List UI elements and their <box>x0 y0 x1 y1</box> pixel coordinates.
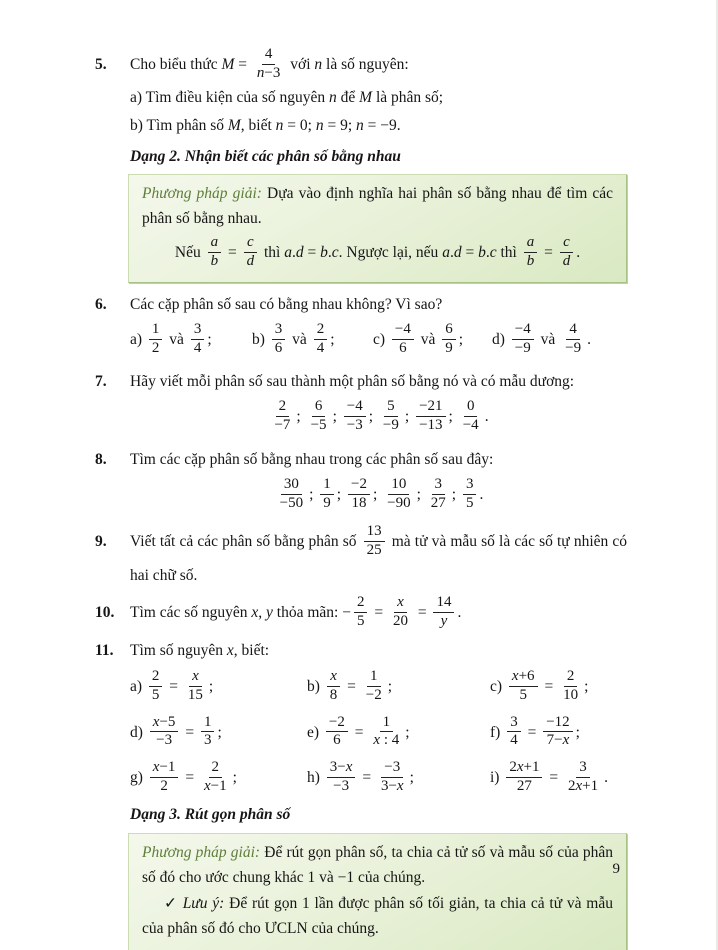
exercise-11-parts <box>130 668 627 797</box>
exercise-6-intro: Các cặp phân số sau có bằng nhau không? Vì sao? <box>130 295 443 313</box>
fraction: $\frac{4}{-9}$ <box>565 320 582 356</box>
exercise-5-body <box>130 46 627 139</box>
fraction: $\frac{3}{4}$ <box>191 321 205 357</box>
exercise-11-part-c: c) $\frac{x+6}{5}$ = $\frac{2}{10}$ ; <box>490 668 589 704</box>
fraction: $\frac{2}{4}$ <box>314 321 328 357</box>
fraction: $\frac{2}{10}$ <box>563 668 579 704</box>
section-2-method-lead: Phương pháp giải: <box>142 184 262 202</box>
fraction: $\frac{x}{15}$ <box>187 668 203 704</box>
exercise-11-number: 11. <box>95 642 114 660</box>
fraction: $\frac{-4}{-3}$ <box>344 398 366 434</box>
fraction: $\frac{3-x}{-3}$ <box>327 759 356 795</box>
fraction: $\frac{2}{-7}$ <box>274 398 291 434</box>
exercise-11-part-e: e) $\frac{-2}{6}$ = $\frac{1}{x : 4}$ ; <box>307 713 410 749</box>
exercise-10-text: Tìm các số nguyên x, y thỏa mãn: − $\frac{2}{5}$ = $\frac{x}{20}$ = $\frac{14}{y}$ . <box>130 593 462 629</box>
section-3-method-lead: Phương pháp giải: <box>142 843 261 861</box>
exercise-5-part-b: b) Tìm phân số M, biết n = 0; n = 9; n = −9. <box>130 116 401 134</box>
section-3-heading: Dạng 3. Rút gọn phân số <box>130 806 291 824</box>
fraction: $\frac{3}{4}$ <box>507 714 521 750</box>
section-3-method-box <box>128 833 627 950</box>
fraction: $\frac{3}{2x+1}$ <box>567 759 599 794</box>
exercise-6-option-c: c) $\frac{-4}{6}$ và $\frac{6}{9}$ ; <box>373 320 464 356</box>
section-2-heading: Dạng 2. Nhận biết các phân số bằng nhau <box>130 147 401 165</box>
exercise-6 <box>95 291 627 364</box>
fraction: $\frac{13}{25}$ <box>364 523 385 559</box>
fraction: $\frac{6}{9}$ <box>442 321 456 357</box>
fraction: $\frac{a}{b}$ <box>208 234 222 270</box>
exercise-6-option-b: b) $\frac{3}{6}$ và $\frac{2}{4}$ ; <box>252 320 335 356</box>
fraction: $\frac{1}{x : 4}$ <box>373 713 400 749</box>
exercise-5-intro: Cho biểu thức M = $\frac{4}{n-3}$ với n là số nguyên: <box>130 46 409 81</box>
exercise-8-number: 8. <box>95 450 107 468</box>
fraction: $\frac{0}{-4}$ <box>462 398 479 434</box>
exercise-11-part-h: h) $\frac{3-x}{-3}$ = $\frac{-3}{3-x}$ ; <box>307 759 414 794</box>
exercise-7-fractions: $\frac{2}{-7}$ ; $\frac{6}{-5}$ ; $\frac{-4}{-3}$ ; $\frac{5}{-9}$ ; $\frac{-21}{-13}$ ; $\frac{0}{-4}$ . <box>130 398 627 436</box>
exercise-11-part-b: b) $\frac{x}{8}$ = $\frac{1}{-2}$ ; <box>307 668 393 704</box>
exercise-11-body <box>130 637 627 797</box>
exercise-9 <box>95 523 627 589</box>
fraction: $\frac{2}{5}$ <box>354 594 368 630</box>
section-2-method-paragraph <box>142 182 613 232</box>
section-3-method-note: ✓ Lưu ý: Để rút gọn 1 lần được phân số tối giản, ta chia cả tử và mẫu của phân số đó cho ƯCLN của chúng. <box>142 895 613 938</box>
exercise-11-part-a: a) $\frac{2}{5}$ = $\frac{x}{15}$ ; <box>130 668 214 704</box>
fraction: $\frac{6}{-5}$ <box>310 398 327 434</box>
exercise-10-number: 10. <box>95 603 115 621</box>
exercise-11-intro: Tìm số nguyên x, biết: <box>130 642 270 660</box>
exercise-7-intro: Hãy viết mỗi phân số sau thành một phân số bằng nó và có mẫu dương: <box>130 373 575 391</box>
exercise-5 <box>95 46 627 139</box>
fraction: $\frac{3}{6}$ <box>272 321 286 357</box>
fraction: $\frac{x-1}{2}$ <box>150 759 179 795</box>
exercise-8-body <box>130 446 627 519</box>
fraction: $\frac{14}{y}$ <box>433 594 454 630</box>
exercise-11-part-i: i) $\frac{2x+1}{27}$ = $\frac{3}{2x+1}$ . <box>490 759 608 794</box>
section-2-method-rule: Nếu $\frac{a}{b}$ = $\frac{c}{d}$ thì a.d = b.c. Ngược lại, nếu a.d = b.c thì $\frac{a}{b}$ = $\frac{c}{d}$ . <box>174 234 581 270</box>
exercise-11-part-f: f) $\frac{3}{4}$ = $\frac{-12}{7-x}$ ; <box>490 713 580 749</box>
exercise-7-body <box>130 368 627 441</box>
fraction: $\frac{1}{2}$ <box>149 321 163 357</box>
section-3-method-paragraph <box>142 841 613 891</box>
fraction: $\frac{-2}{18}$ <box>348 476 370 512</box>
fraction: $\frac{-4}{6}$ <box>392 321 414 357</box>
fraction: $\frac{2}{x-1}$ <box>203 759 227 794</box>
fraction: $\frac{-3}{3-x}$ <box>380 759 404 794</box>
fraction: $\frac{1}{3}$ <box>201 714 215 750</box>
exercise-11 <box>95 637 627 797</box>
fraction: $\frac{x}{8}$ <box>327 668 341 704</box>
exercise-9-number: 9. <box>95 533 107 551</box>
fraction: $\frac{-2}{6}$ <box>326 714 348 750</box>
fraction: $\frac{x}{20}$ <box>392 593 408 629</box>
exercise-8-intro: Tìm các cặp phân số bằng nhau trong các phân số sau đây: <box>130 450 494 468</box>
section-3-method-text: Để rút gọn phân số, ta chia cả tử số và mẫu số của phân số đó cho ước chung khác 1 và −1 của chúng. <box>142 843 614 886</box>
fraction: $\frac{3}{27}$ <box>430 475 446 511</box>
section-2-method-text: Dựa vào định nghĩa hai phân số bằng nhau để tìm các phân số bằng nhau. <box>142 184 614 227</box>
fraction: $\frac{2}{5}$ <box>149 668 163 704</box>
fraction: $\frac{2x+1}{27}$ <box>506 759 542 795</box>
exercise-6-number: 6. <box>95 295 107 313</box>
fraction: $\frac{-21}{-13}$ <box>416 398 445 434</box>
fraction: $\frac{4}{n-3}$ <box>256 46 281 81</box>
fraction: $\frac{1}{-2}$ <box>365 668 382 704</box>
exercise-6-option-a: a) $\frac{1}{2}$ và $\frac{3}{4}$ ; <box>130 320 212 356</box>
exercise-10 <box>95 594 627 632</box>
exercise-11-part-g: g) $\frac{x-1}{2}$ = $\frac{2}{x-1}$ ; <box>130 759 237 794</box>
fraction: $\frac{5}{-9}$ <box>382 398 399 434</box>
exercise-6-option-d: d) $\frac{-4}{-9}$ và $\frac{4}{-9}$ . <box>492 320 591 356</box>
section-2-method-box <box>128 174 627 283</box>
exercise-8 <box>95 446 627 519</box>
fraction: $\frac{x+6}{5}$ <box>509 668 538 704</box>
exercise-6-options <box>130 321 627 359</box>
fraction: $\frac{3}{5}$ <box>463 476 477 512</box>
exercise-9-text: Viết tất cả các phân số bằng phân số $\frac{13}{25}$ mà tử và mẫu số là các số tự nhiên có hai chữ số. <box>130 523 627 584</box>
fraction: $\frac{c}{d}$ <box>244 234 258 270</box>
fraction: $\frac{-12}{7-x}$ <box>543 714 572 750</box>
exercise-7 <box>95 368 627 441</box>
fraction: $\frac{c}{d}$ <box>560 234 574 270</box>
exercise-8-fractions: $\frac{30}{-50}$ ; $\frac{1}{9}$ ; $\frac{-2}{18}$ ; $\frac{10}{-90}$ ; $\frac{3}{27}$ ; $\frac{3}{5}$ . <box>130 476 627 514</box>
page-number: 9 <box>612 861 620 877</box>
fraction: $\frac{30}{-50}$ <box>279 475 304 511</box>
exercise-5-part-a: a) Tìm điều kiện của số nguyên n để M là phân số; <box>130 89 444 107</box>
fraction: $\frac{1}{9}$ <box>320 476 334 512</box>
exercise-11-part-d: d) $\frac{x-5}{-3}$ = $\frac{1}{3}$ ; <box>130 713 222 749</box>
exercise-5-number: 5. <box>95 55 107 73</box>
exercise-7-number: 7. <box>95 373 107 391</box>
fraction: $\frac{-4}{-9}$ <box>512 321 534 357</box>
fraction: $\frac{10}{-90}$ <box>387 475 411 511</box>
exercise-6-body <box>130 291 627 364</box>
exercise-9-body <box>130 523 627 589</box>
exercise-10-body <box>130 594 627 632</box>
fraction: $\frac{a}{b}$ <box>524 234 538 270</box>
fraction: $\frac{x-5}{-3}$ <box>150 714 179 750</box>
